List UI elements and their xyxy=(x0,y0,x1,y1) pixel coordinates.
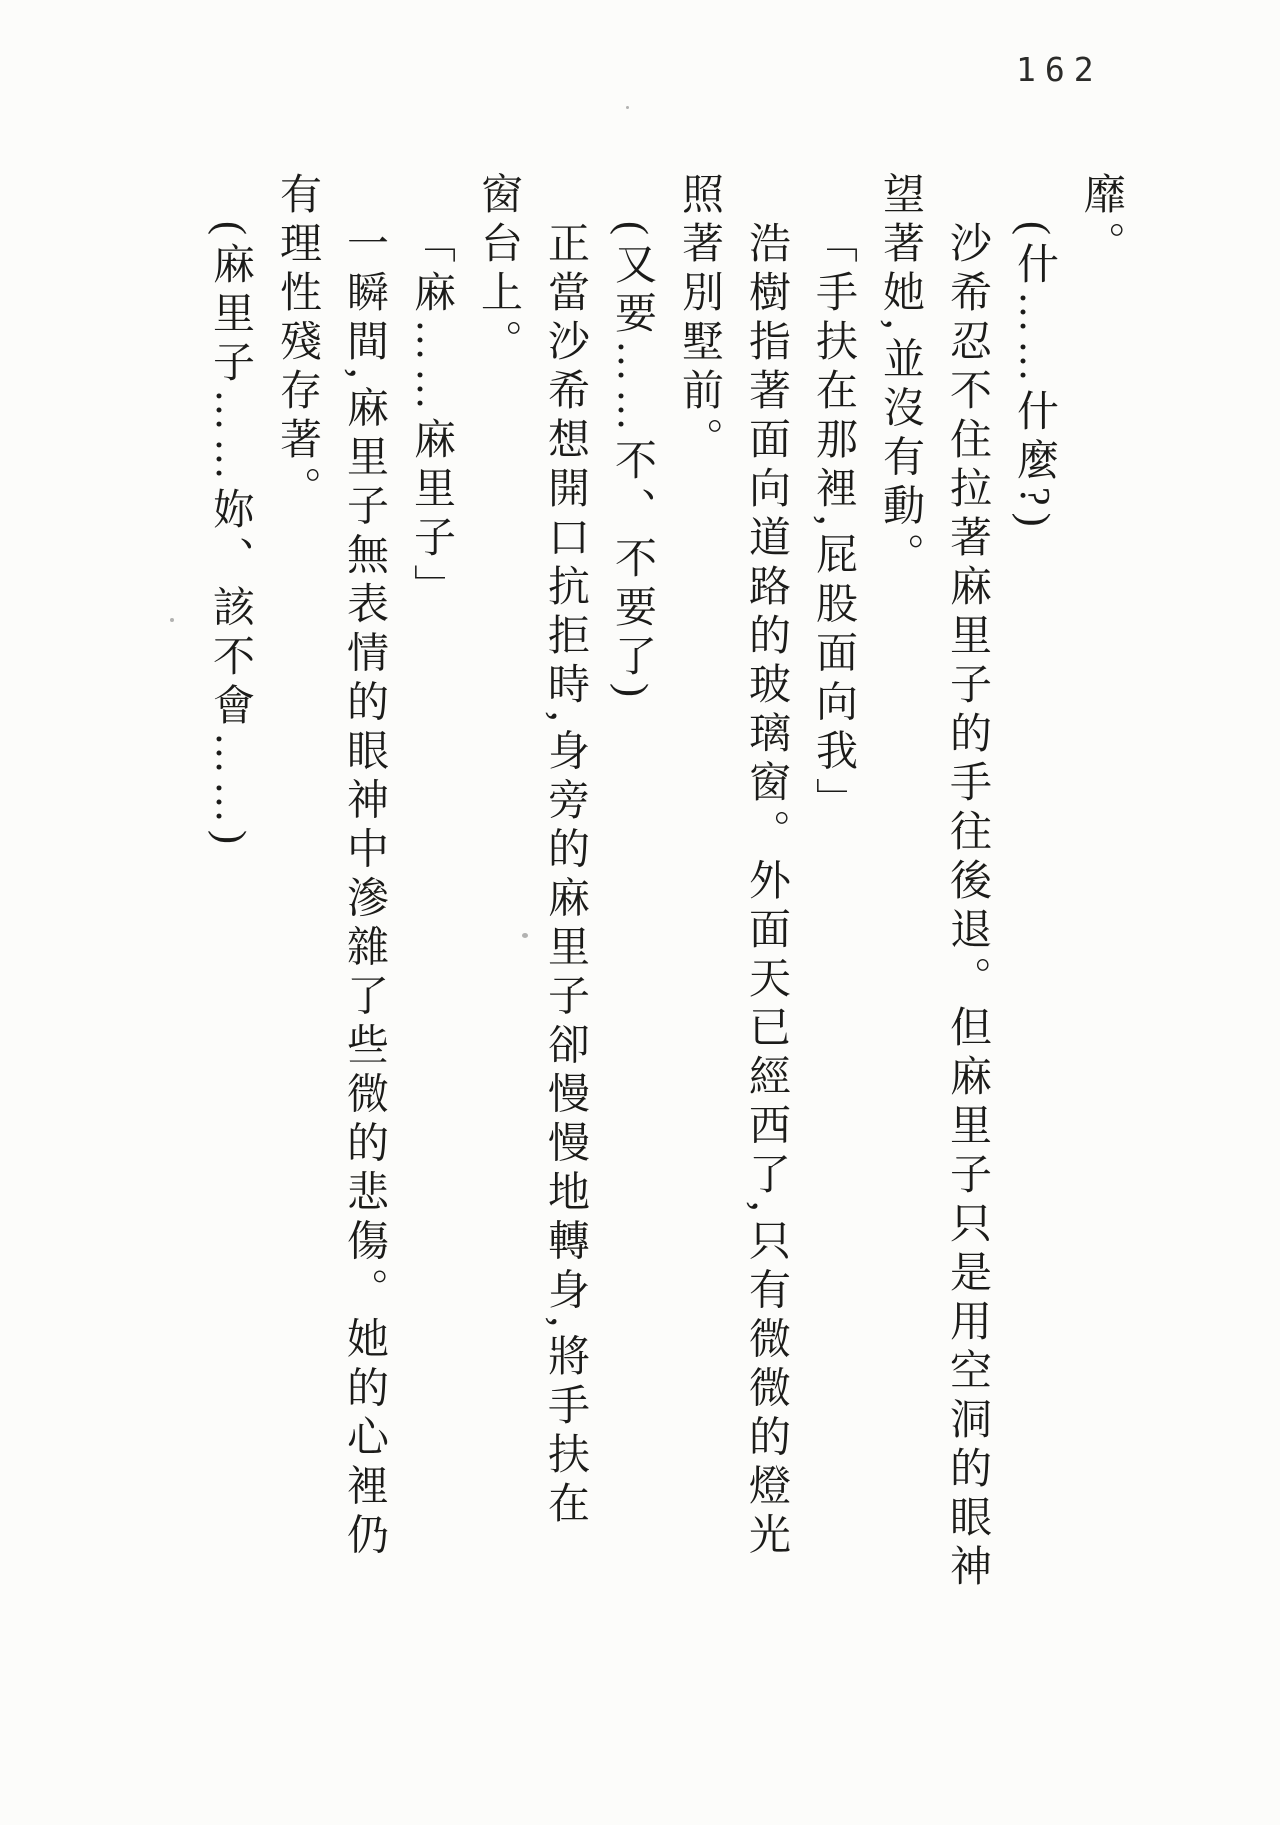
text-column-3: 沙希忍不住拉著麻里子的手往後退。但麻里子只是用空洞的眼神 xyxy=(944,221,990,1593)
text-column-14: (麻里子……妳、該不會……) xyxy=(207,221,253,851)
text-column-11: 「麻……麻里子」 xyxy=(408,221,454,613)
text-column-7: 照著別墅前。 xyxy=(676,172,722,466)
text-block xyxy=(196,172,1134,1652)
text-column-2: (什……什麼?) xyxy=(1011,221,1057,534)
text-column-8: (又要……不、不要了) xyxy=(609,221,655,704)
text-column-12: 一瞬間,麻里子無表情的眼神中滲雜了些微的悲傷。她的心裡仍 xyxy=(341,221,387,1562)
page-number: 162 xyxy=(1016,50,1103,89)
text-column-1: 靡。 xyxy=(1078,172,1124,270)
text-column-6: 浩樹指著面向道路的玻璃窗。外面天已經西了,只有微微的燈光 xyxy=(743,221,789,1562)
text-column-9: 正當沙希想開口抗拒時,身旁的麻里子卻慢慢地轉身,將手扶在 xyxy=(542,221,588,1530)
scan-speck xyxy=(626,106,629,109)
text-column-10: 窗台上。 xyxy=(475,172,521,368)
scan-speck xyxy=(522,933,528,938)
text-column-4: 望著她,並沒有動。 xyxy=(877,172,923,582)
text-column-5: 「手扶在那裡,屁股面向我」 xyxy=(810,221,856,827)
text-column-13: 有理性殘存著。 xyxy=(274,172,320,515)
scan-speck xyxy=(170,618,174,622)
